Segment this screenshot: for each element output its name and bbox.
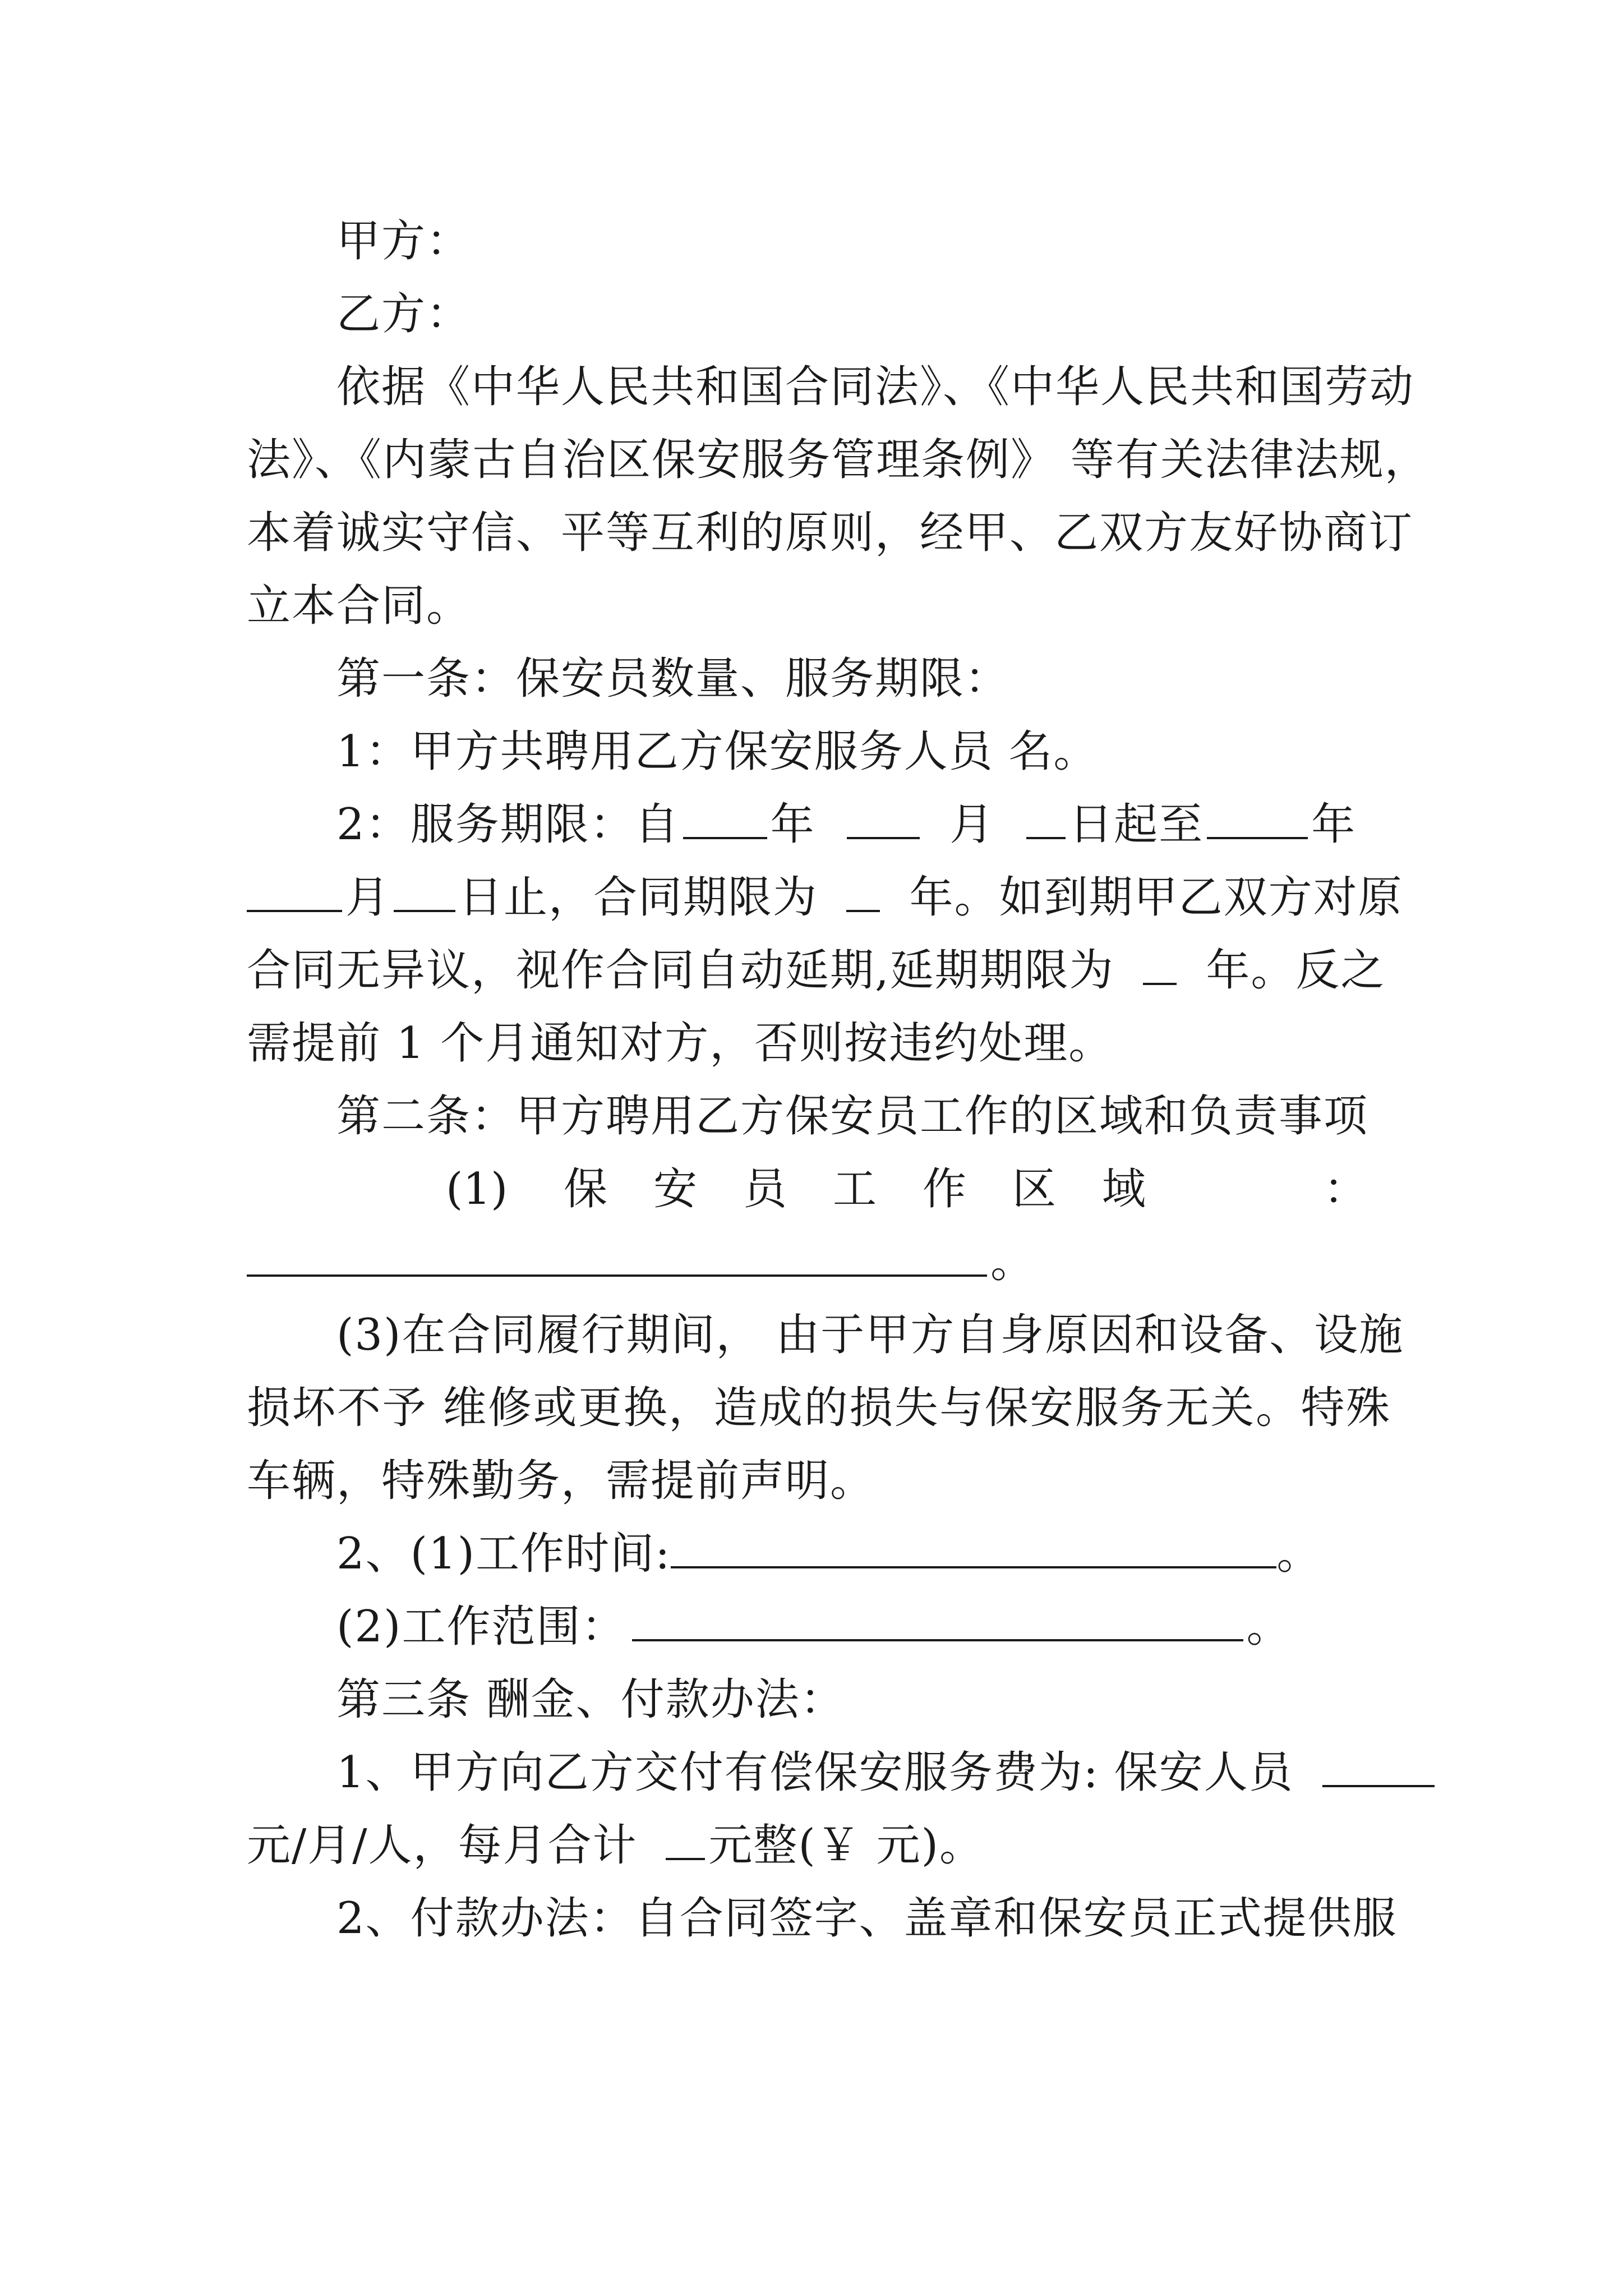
term-years-blank (846, 871, 880, 912)
work-time-line (336, 1526, 1391, 1582)
party-b-label: 乙方： (336, 289, 472, 339)
year-blank (683, 798, 767, 839)
work-time-blank (671, 1527, 1276, 1568)
fee-per-person-blank (1322, 1746, 1435, 1787)
fee-line-2 (247, 1818, 1391, 1874)
fee-line-1 (336, 1745, 1391, 1801)
end-day-label: 日止，合同期限为 (459, 872, 818, 923)
article-3-heading: 第三条 酬金、付款办法： (336, 1674, 845, 1725)
work-range-blank (632, 1600, 1243, 1641)
article-1-heading: 第一条：保安员数量、服务期限： (336, 654, 1010, 704)
month-blank (847, 798, 920, 839)
work-area-blank-line (247, 1234, 1391, 1290)
work-area-char-2: 安 (653, 1164, 698, 1214)
auto-extend-text: 合同无异议，视作合同自动延期,延期期限为 (247, 945, 1114, 996)
article-1-item-1: 1：甲方共聘用乙方保安服务人员 名。 (336, 726, 1099, 777)
clause-3-line-3: 车辆，特殊勤务，需提前声明。 (247, 1456, 875, 1506)
work-area-char-5: 作 (923, 1164, 967, 1214)
work-range-end: 。 (1246, 1602, 1292, 1652)
end-year-label: 年 (1311, 799, 1357, 850)
work-area-end: 。 (990, 1237, 1036, 1287)
work-area-char-1: 保 (564, 1164, 608, 1214)
work-area-char-7: 域 (1102, 1164, 1146, 1214)
extend-years-blank (1143, 944, 1177, 985)
article-2-heading: 第二条：甲方聘用乙方保安员工作的区域和负责事项 (336, 1091, 1369, 1142)
clause-3-line-1: (3)在合同履行期间， 由于甲方自身原因和设备、设施 (336, 1310, 1404, 1360)
work-area-colon: ： (1324, 1164, 1368, 1214)
end-month-blank (247, 871, 342, 912)
work-range-label: (2)工作范围： (336, 1602, 626, 1652)
payment-method-line: 2、付款办法：自合同签字、盖章和保安员正式提供服 (336, 1893, 1398, 1944)
work-area-number: (1) (446, 1164, 508, 1214)
end-month-label: 月 (345, 872, 391, 923)
fee-unit-text: 元/月/人，每月合计 (247, 1820, 638, 1871)
monthly-total-blank (666, 1819, 705, 1860)
work-area-blank (247, 1235, 987, 1277)
service-period-prefix: 2：服务期限：自 (336, 799, 680, 850)
term-years-label: 年。如到期甲乙双方对原 (909, 872, 1403, 923)
work-area-char-6: 区 (1012, 1164, 1057, 1214)
preamble-line-1: 依据《中华人民共和国合同法》、《中华人民共和国劳动 (336, 362, 1415, 412)
party-a-label: 甲方： (336, 216, 472, 266)
month-label: 月 (949, 799, 995, 850)
extend-years-label: 年。反之 (1206, 945, 1386, 996)
article-1-item-2-line-4: 需提前 1 个月通知对方，否则按违约处理。 (247, 1018, 1114, 1069)
clause-3-line-2: 损坏不予 维修或更换，造成的损失与保安服务无关。特殊 (247, 1383, 1391, 1433)
fee-text: 1、甲方向乙方交付有偿保安服务费为: 保安人员 (336, 1747, 1294, 1798)
year-label: 年 (770, 799, 815, 850)
fee-total-text: 元整(￥ 元)。 (708, 1820, 985, 1871)
work-area-line (247, 1161, 1391, 1217)
article-1-item-2-line-2 (247, 869, 1403, 926)
day-blank (1026, 798, 1066, 839)
end-year-blank (1207, 798, 1308, 839)
work-time-end: 。 (1276, 1529, 1322, 1579)
article-1-item-2-line-1 (336, 797, 1391, 853)
preamble-line-2: 法》、《内蒙古自治区保安服务管理条例》 等有关法律法规， (247, 435, 1430, 485)
article-1-item-2-line-3 (247, 942, 1391, 999)
work-range-line (336, 1599, 1391, 1655)
preamble-line-4: 立本合同。 (247, 581, 472, 631)
work-time-label: 2、(1)工作时间: (336, 1529, 671, 1579)
end-day-blank (394, 871, 455, 912)
day-from-label: 日起至 (1069, 799, 1204, 850)
work-area-char-3: 员 (743, 1164, 787, 1214)
preamble-line-3: 本着诚实守信、平等互利的原则，经甲、乙双方友好协商订 (247, 508, 1414, 558)
work-area-char-4: 工 (833, 1164, 877, 1214)
